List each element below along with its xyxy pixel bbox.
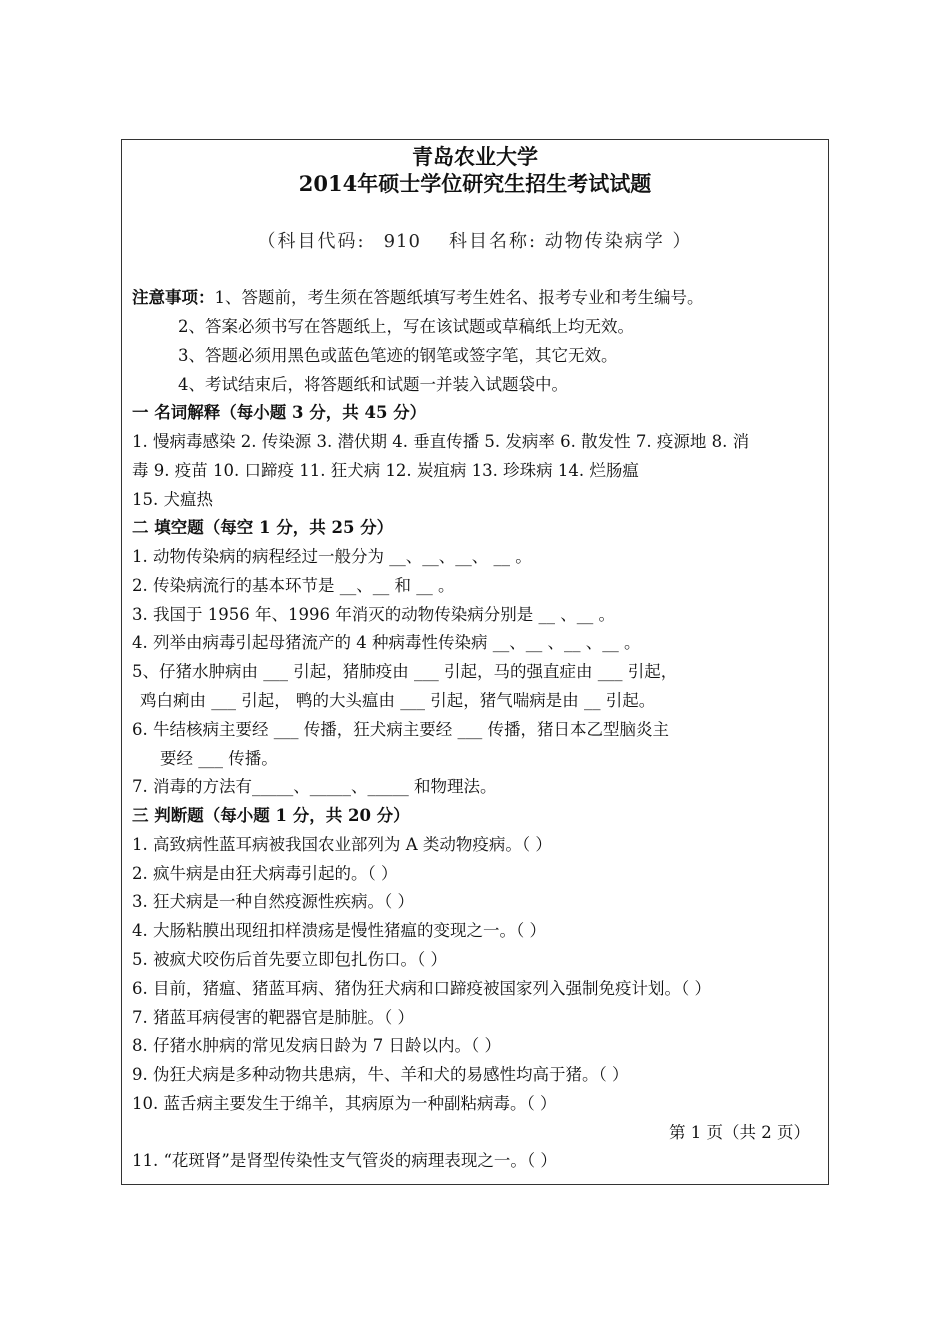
- university-name: 青岛农业大学: [412, 144, 538, 169]
- section-3-q4: 4. 大肠粘膜出现纽扣样溃疡是慢性猪瘟的变现之一。（ ）: [132, 921, 546, 940]
- notes-item-2: 2、答案必须书写在答题纸上，写在该试题或草稿纸上均无效。: [178, 317, 634, 336]
- section-2-q2: 2. 传染病流行的基本环节是 __、__ 和 __ 。: [132, 576, 455, 595]
- notes-label: 注意事项：: [132, 288, 215, 307]
- subject-name: 科目名称: 动物传染病学 ）: [448, 231, 693, 252]
- section-3-q1: 1. 高致病性蓝耳病被我国农业部列为 A 类动物疫病。（ ）: [132, 835, 552, 854]
- section-2-q6-line-1: 6. 牛结核病主要经 ___ 传播，狂犬病主要经 ___ 传播，猪日本乙型脑炎主: [132, 720, 669, 739]
- section-2-q6-line-2: 要经 ___ 传播。: [160, 749, 278, 768]
- section-2-q7: 7. 消毒的方法有_____、_____、_____ 和物理法。: [132, 777, 497, 796]
- notes-item-4: 4、考试结束后，将答题纸和试题一并装入试题袋中。: [178, 375, 568, 394]
- exam-title: 2014年硕士学位研究生招生考试试题: [298, 171, 652, 196]
- section-2-q3: 3. 我国于 1956 年、1996 年消灭的动物传染病分别是 __ 、__ 。: [132, 605, 615, 624]
- section-3-q8: 8. 仔猪水肿病的常见发病日龄为 7 日龄以内。（ ）: [132, 1036, 501, 1055]
- subject-code-label: （科目代码:: [257, 231, 366, 252]
- page-number: 第 1 页（共 2 页）: [669, 1123, 810, 1142]
- exam-page-frame: [121, 139, 829, 1185]
- section-3-q7: 7. 猪蓝耳病侵害的靶器官是肺脏。（ ）: [132, 1008, 414, 1027]
- subject-code: 910: [383, 231, 421, 252]
- section-3-q3: 3. 狂犬病是一种自然疫源性疾病。（ ）: [132, 892, 414, 911]
- section-2-q1: 1. 动物传染病的病程经过一般分为 __、__、__、 __ 。: [132, 547, 532, 566]
- section-3-q2: 2. 疯牛病是由狂犬病毒引起的。（ ）: [132, 864, 398, 883]
- section-3-q11: 11. “花斑肾”是肾型传染性支气管炎的病理表现之一。（ ）: [132, 1151, 557, 1170]
- section-2-q4: 4. 列举由病毒引起母猪流产的 4 种病毒性传染病 __、__ 、__ 、__ 。: [132, 633, 641, 652]
- section-3-q9: 9. 伪狂犬病是多种动物共患病，牛、羊和犬的易感性均高于猪。（ ）: [132, 1065, 629, 1084]
- section-2-heading: 二 填空题（每空 1 分，共 25 分）: [132, 518, 394, 537]
- section-2-q5-line-2: 鸡白痢由 ___ 引起， 鸭的大头瘟由 ___ 引起，猪气喘病是由 __ 引起。: [140, 691, 656, 710]
- subject-line: [122, 230, 828, 254]
- section-3-q6: 6. 目前，猪瘟、猪蓝耳病、猪伪狂犬病和口蹄疫被国家列入强制免疫计划。（ ）: [132, 979, 711, 998]
- section-3-q5: 5. 被疯犬咬伤后首先要立即包扎伤口。（ ）: [132, 950, 447, 969]
- section-3-heading: 三 判断题（每小题 1 分，共 20 分）: [132, 806, 410, 825]
- notes-item-1: [132, 286, 704, 310]
- notes-text-1: 1、答题前，考生须在答题纸填写考生姓名、报考专业和考生编号。: [214, 288, 704, 307]
- section-2-q5-line-1: 5、仔猪水肿病由 ___ 引起，猪肺疫由 ___ 引起，马的强直症由 ___ 引起，: [132, 662, 678, 681]
- section-1-heading: 一 名词解释（每小题 3 分，共 45 分）: [132, 403, 427, 422]
- notes-item-3: 3、答题必须用黑色或蓝色笔迹的钢笔或签字笔，其它无效。: [178, 346, 618, 365]
- section-1-line-3: 15. 犬瘟热: [132, 490, 213, 509]
- section-1-line-1: 1. 慢病毒感染 2. 传染源 3. 潜伏期 4. 垂直传播 5. 发病率 6. 散发性 7. 疫源地 8. 消: [132, 432, 750, 451]
- section-3-q10: 10. 蓝舌病主要发生于绵羊，其病原为一种副粘病毒。（ ）: [132, 1094, 557, 1113]
- section-1-line-2: 毒 9. 疫苗 10. 口蹄疫 11. 狂犬病 12. 炭疽病 13. 珍珠病 14. 烂肠瘟: [132, 461, 639, 480]
